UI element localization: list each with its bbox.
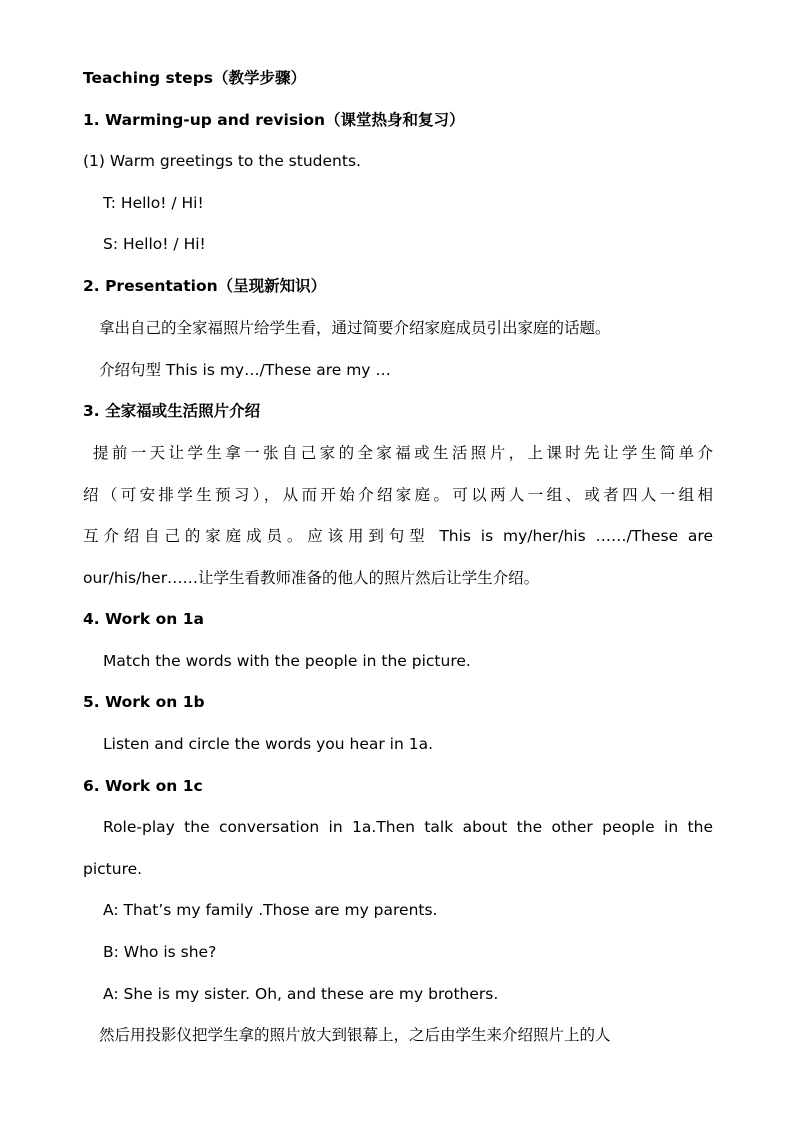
- section-6-last-line: 然后用投影仪把学生拿的照片放大到银幕上，之后由学生来介绍照片上的人: [99, 1026, 611, 1044]
- section-4-heading: 4. Work on 1a: [83, 610, 204, 628]
- section-2-paragraph-2: 介绍句型 This is my…/These are my …: [99, 361, 391, 379]
- section-1-item: (1) Warm greetings to the students.: [83, 152, 361, 170]
- section-5-text: Listen and circle the words you hear in 1a.: [103, 735, 433, 753]
- section-2-heading: 2. Presentation（呈现新知识）: [83, 277, 327, 295]
- dialogue-b-line: B: Who is she?: [103, 943, 217, 961]
- section-3-line-1: 提前一天让学生拿一张自己家的全家福或生活照片，上课时先让学生简单介: [93, 444, 713, 462]
- section-4-text: Match the words with the people in the picture.: [103, 652, 471, 670]
- dialogue-teacher-line: T: Hello! / Hi!: [103, 194, 204, 212]
- section-6-line-1: Role-play the conversation in 1a.Then talk about the other people in the: [103, 818, 713, 836]
- section-2-paragraph-1: 拿出自己的全家福照片给学生看，通过简要介绍家庭成员引出家庭的话题。: [99, 319, 611, 337]
- dialogue-a-line-2: A: She is my sister. Oh, and these are my brothers.: [103, 985, 499, 1003]
- document-title: Teaching steps（教学步骤）: [83, 69, 307, 87]
- section-6-heading: 6. Work on 1c: [83, 777, 203, 795]
- section-5-heading: 5. Work on 1b: [83, 693, 205, 711]
- section-3-line-3: 互介绍自己的家庭成员。应该用到句型 This is my/her/his ……/These are: [83, 527, 713, 545]
- section-3-line-2: 绍（可安排学生预习），从而开始介绍家庭。可以两人一组、或者四人一组相: [83, 486, 713, 504]
- dialogue-a-line-1: A: That’s my family .Those are my parents.: [103, 901, 438, 919]
- section-3-heading: 3. 全家福或生活照片介绍: [83, 402, 261, 420]
- section-6-line-2: picture.: [83, 860, 143, 878]
- dialogue-student-line: S: Hello! / Hi!: [103, 235, 206, 253]
- section-3-line-4: our/his/her……让学生看教师准备的他人的照片然后让学生介绍。: [83, 569, 540, 587]
- section-1-heading: 1. Warming-up and revision（课堂热身和复习）: [83, 111, 465, 129]
